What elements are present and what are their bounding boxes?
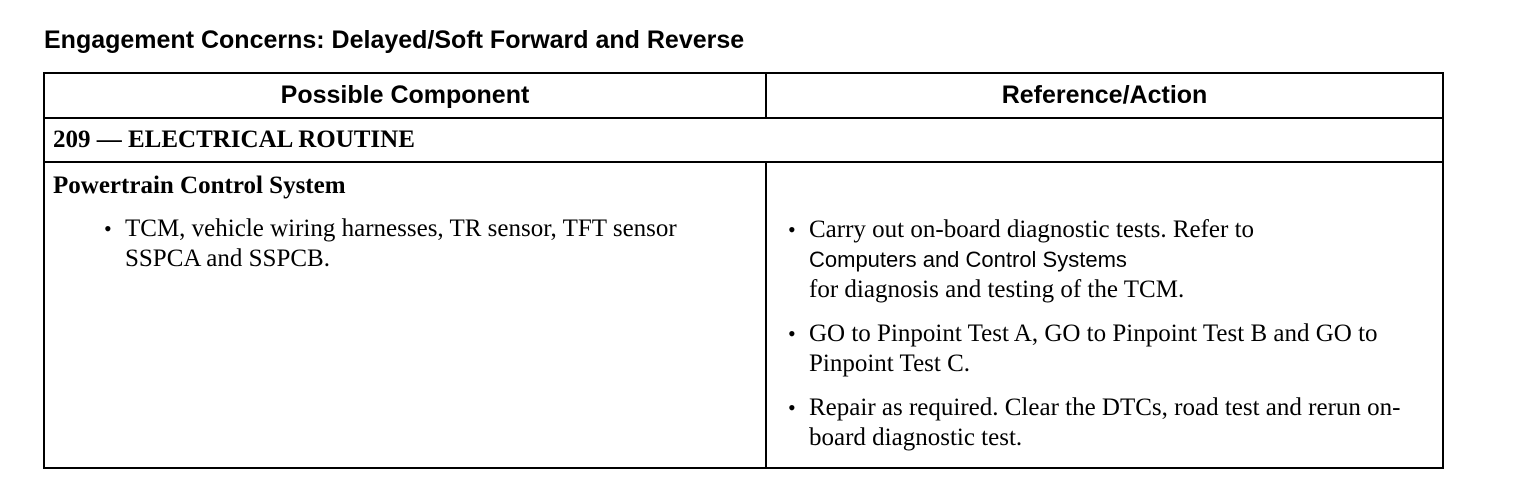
bullet-icon: • bbox=[788, 321, 796, 346]
group-label: 209 — ELECTRICAL ROUTINE bbox=[44, 118, 1443, 162]
action-text: for diagnosis and testing of the TCM. bbox=[809, 276, 1185, 303]
action-cell bbox=[766, 162, 1443, 468]
component-title: Powertrain Control System bbox=[53, 172, 346, 199]
bullet-icon: • bbox=[788, 395, 796, 420]
component-cell bbox=[44, 162, 766, 468]
list-item bbox=[788, 215, 1429, 305]
header-row bbox=[44, 73, 1443, 118]
component-text: TCM, vehicle wiring harnesses, TR sensor, TFT sensor SSPCA and SSPCB. bbox=[125, 215, 677, 272]
action-list bbox=[788, 215, 1429, 453]
group-row bbox=[44, 118, 1443, 162]
bullet-icon: • bbox=[788, 217, 796, 242]
action-text: Repair as required. Clear the DTCs, road test and rerun on-board diagnostic test. bbox=[809, 394, 1401, 451]
reference-link[interactable]: Computers and Control Systems bbox=[809, 247, 1127, 272]
page-title: Engagement Concerns: Delayed/Soft Forward and Reverse bbox=[44, 26, 745, 54]
component-list bbox=[104, 214, 725, 274]
table-row bbox=[44, 162, 1443, 468]
list-item bbox=[788, 319, 1429, 379]
action-text: Carry out on-board diagnostic tests. Refer to bbox=[809, 216, 1255, 243]
diagnosis-table bbox=[43, 72, 1444, 469]
list-item bbox=[788, 393, 1429, 453]
column-header-action: Reference/Action bbox=[766, 73, 1443, 118]
bullet-icon: • bbox=[104, 216, 112, 241]
column-header-component: Possible Component bbox=[44, 73, 766, 118]
action-text: GO to Pinpoint Test A, GO to Pinpoint Test B and GO to Pinpoint Test C. bbox=[809, 320, 1378, 377]
list-item bbox=[104, 214, 725, 274]
